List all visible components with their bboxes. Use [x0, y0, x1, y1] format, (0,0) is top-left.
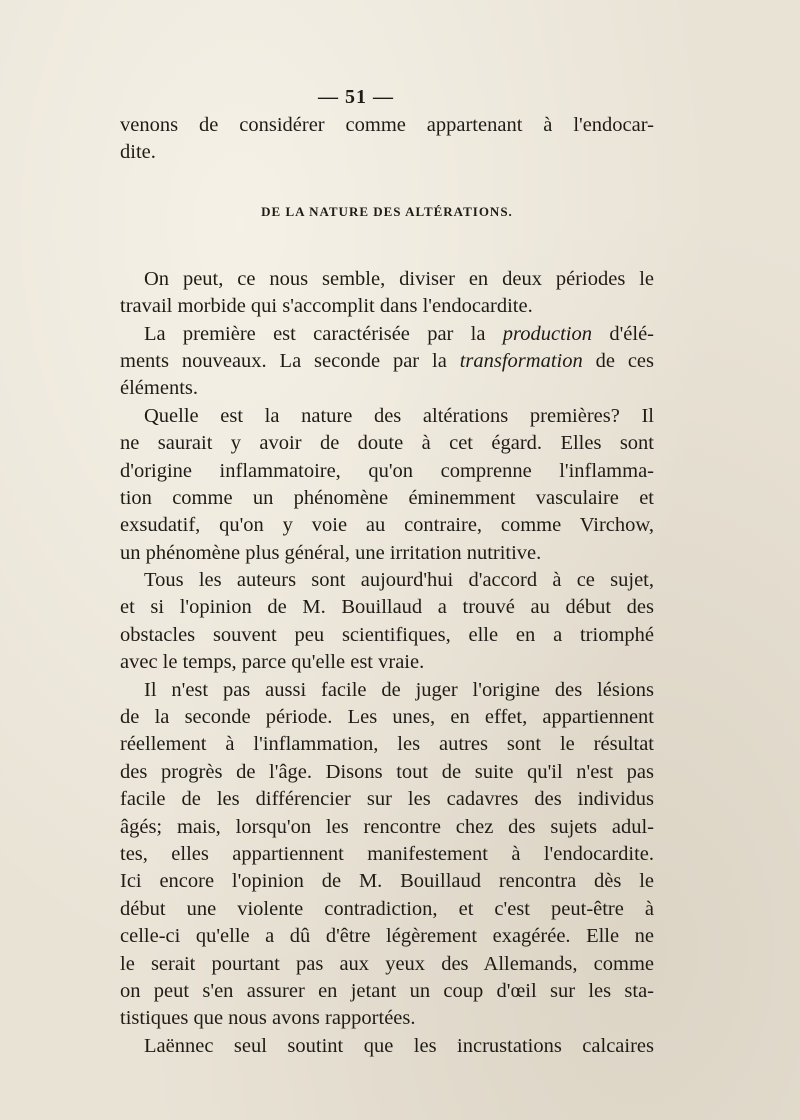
spacer	[120, 220, 654, 266]
text-line: celle-ci qu'elle a dû d'être légèrement exagérée. Elle ne	[120, 925, 654, 948]
text-line: facile de les différencier sur les cadavres des individus	[120, 788, 654, 811]
text-fragment: La première est caractérisée par la	[144, 322, 503, 345]
text-line: venons de considérer comme appartenant à l'endocar-	[120, 114, 654, 136]
text-fragment: de ces	[582, 349, 655, 372]
section-heading: DE LA NATURE DES ALTÉRATIONS.	[261, 203, 513, 219]
text-line: ne saurait y avoir de doute à cet égard. Elles sont	[120, 432, 654, 455]
text-fragment: d'élé-	[592, 322, 654, 345]
spacer	[120, 167, 654, 204]
text-line: Quelle est la nature des altérations premières? Il	[144, 404, 654, 427]
text-line: Ici encore l'opinion de M. Bouillaud rencontra dès le	[120, 870, 654, 893]
text-line: tes, elles appartiennent manifestement à l'endocardite.	[120, 842, 654, 865]
text-line: travail morbide qui s'accomplit dans l'endocardite.	[120, 295, 533, 318]
emphasis-production: production	[502, 322, 593, 345]
text-line-with-emphasis	[120, 348, 654, 375]
text-line: Tous les auteurs sont aujourd'hui d'accord à ce sujet,	[144, 569, 654, 592]
text-line: dite.	[120, 141, 156, 164]
text-line: avec le temps, parce qu'elle est vraie.	[120, 651, 425, 674]
page-number: — 51 —	[318, 86, 394, 108]
text-line: un phénomène plus général, une irritation nutritive.	[120, 541, 542, 564]
text-line: On peut, ce nous semble, diviser en deux périodes le	[144, 267, 654, 290]
text-line: Il n'est pas aussi facile de juger l'origine des lésions	[144, 678, 654, 701]
text-line: âgés; mais, lorsqu'on les rencontre chez des sujets adul-	[120, 815, 654, 838]
text-line: le serait pourtant pas aux yeux des Allemands, comme	[120, 952, 654, 975]
text-line: éléments.	[120, 377, 198, 400]
text-line: tistiques que nous avons rapportées.	[120, 1007, 416, 1030]
text-line: on peut s'en assurer en jetant un coup d'œil sur les sta-	[120, 979, 654, 1002]
page-text	[120, 112, 654, 1060]
text-line: Laënnec seul soutint que les incrustations calcaires	[144, 1034, 654, 1057]
text-line: obstacles souvent peu scientifiques, elle en a triomphé	[120, 623, 654, 646]
text-line: début une violente contradiction, et c'est peut-être à	[120, 897, 654, 920]
text-line: réellement à l'inflammation, les autres sont le résultat	[120, 733, 654, 756]
text-line: des progrès de l'âge. Disons tout de suite qu'il n'est pas	[120, 760, 654, 783]
text-line: exsudatif, qu'on y voie au contraire, comme Virchow,	[120, 514, 654, 537]
text-line: de la seconde période. Les unes, en effet, appartiennent	[120, 706, 654, 729]
text-line: tion comme un phénomène éminemment vasculaire et	[120, 486, 654, 509]
text-line: d'origine inflammatoire, qu'on comprenne l'inflamma-	[120, 459, 654, 482]
emphasis-transformation: transformation	[459, 349, 583, 372]
text-line-with-emphasis	[120, 321, 654, 348]
text-fragment: ments nouveaux. La seconde par la	[120, 349, 460, 372]
text-line: et si l'opinion de M. Bouillaud a trouvé au début des	[120, 596, 654, 619]
